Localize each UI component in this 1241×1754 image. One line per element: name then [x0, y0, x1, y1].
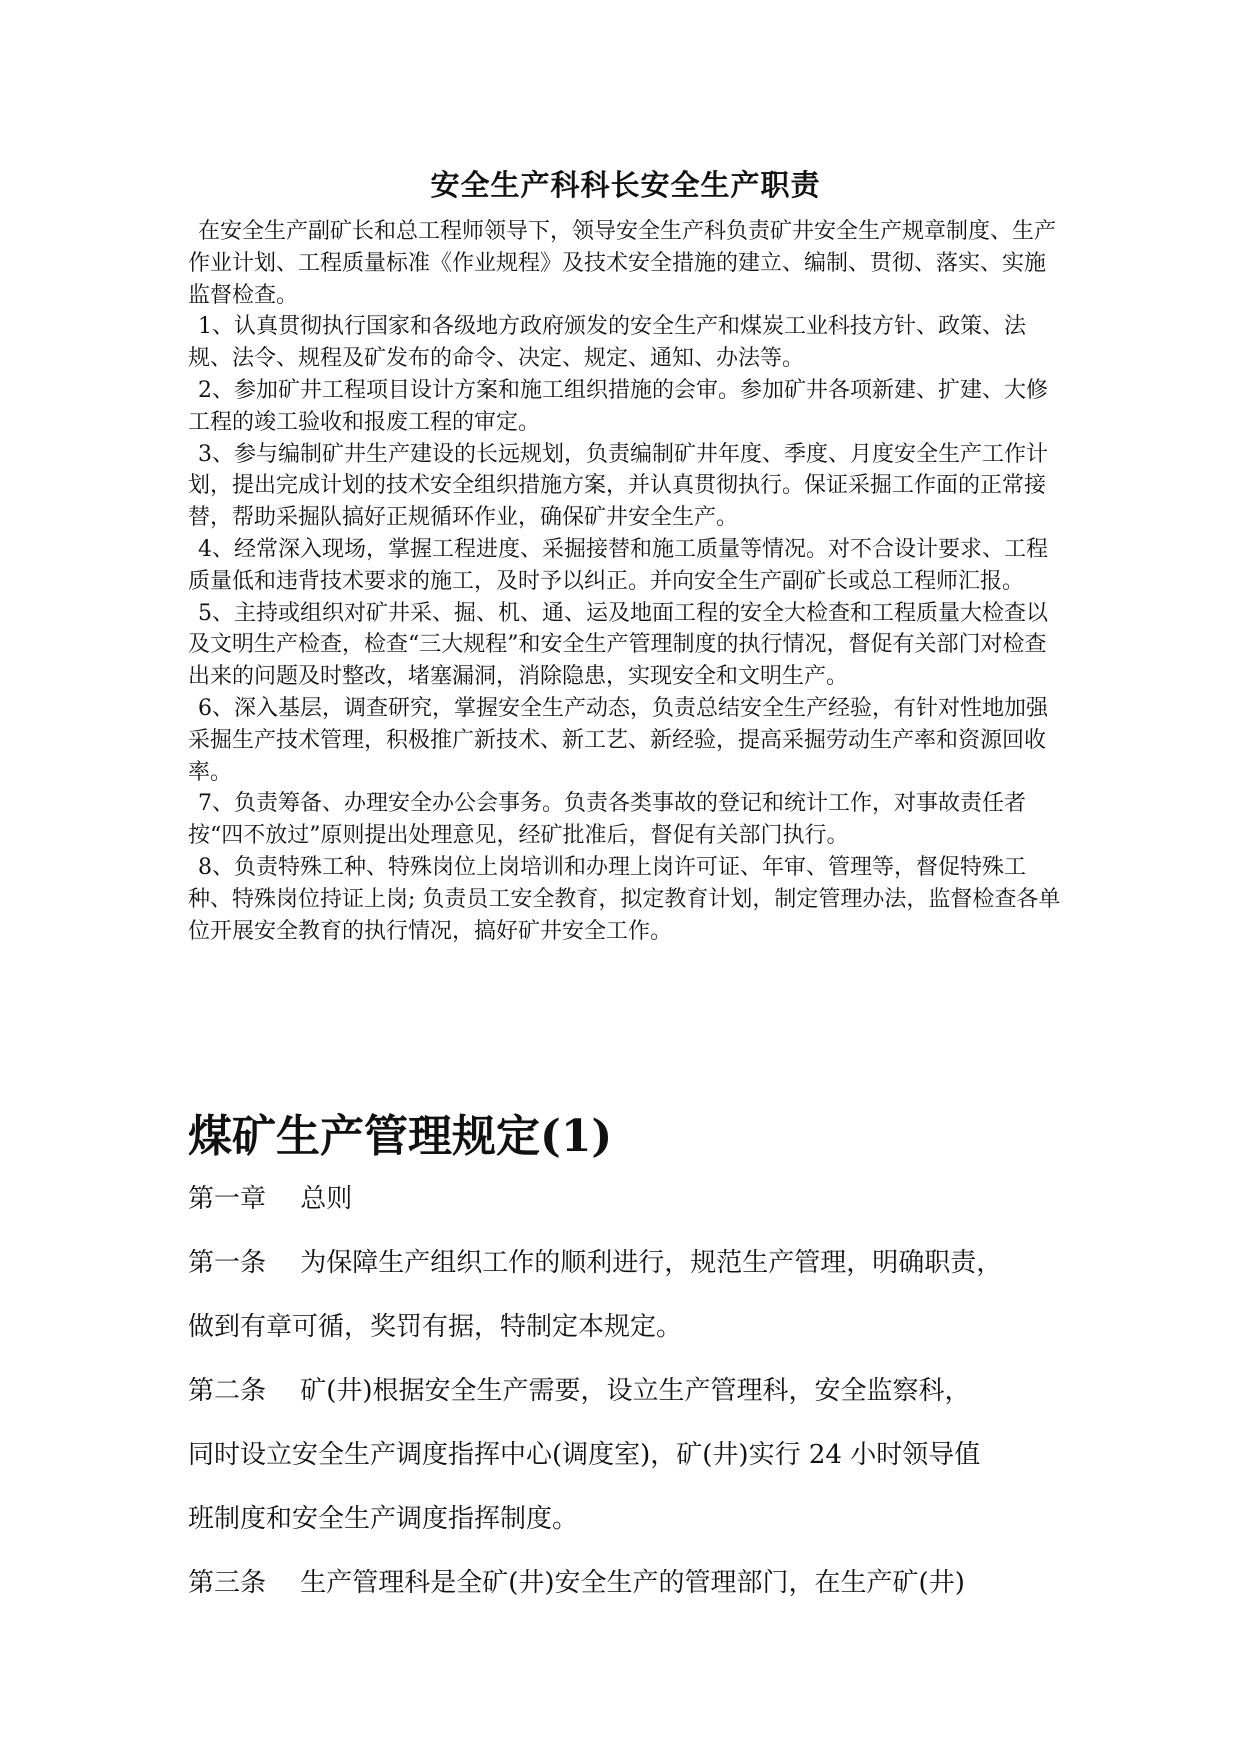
duty-item-7: 7、负责筹备、办理安全办公会事务。负责各类事故的登记和统计工作，对事故责任者按“四不放过”原则提出处理意见，经矿批准后，督促有关部门执行。 [188, 791, 1026, 849]
duty-item-8: 8、负责特殊工种、特殊岗位上岗培训和办理上岗许可证、年审、管理等，督促特殊工种、特殊岗位持证上岗; 负责员工安全教育，拟定教育计划，制定管理办法，监督检查各单位开展安全教育的执行情况，搞好矿井安全工作。 [188, 854, 1061, 944]
duty-item-1: 1、认真贯彻执行国家和各级地方政府颁发的安全生产和煤炭工业科技方针、政策、法规、法令、规程及矿发布的命令、决定、规定、通知、办法等。 [188, 314, 1026, 372]
chapter-heading: 第一章 总则 [188, 1184, 353, 1214]
duty-item-4: 4、经常深入现场，掌握工程进度、采掘接替和施工质量等情况。对不合设计要求、工程质量低和违背技术要求的施工，及时予以纠正。并向安全生产副矿长或总工程师汇报。 [188, 536, 1048, 594]
article-line: 班制度和安全生产调度指挥制度。 [188, 1504, 579, 1534]
article-line: 第二条 矿(井)根据安全生产需要，设立生产管理科，安全监察科， [188, 1376, 971, 1406]
article-line: 第三条 生产管理科是全矿(井)安全生产的管理部门，在生产矿(井) [188, 1568, 965, 1598]
regulation-body [188, 1167, 1063, 1615]
duty-item-3: 3、参与编制矿井生产建设的长远规划，负责编制矿井年度、季度、月度安全生产工作计划，提出完成计划的技术安全组织措施方案，并认真贯彻执行。保证采掘工作面的正常接替，帮助采掘队搞好正规循环作业，确保矿井安全生产。 [188, 441, 1048, 531]
article-line: 第一条 为保障生产组织工作的顺利进行，规范生产管理，明确职责， [188, 1248, 1003, 1278]
article-line: 做到有章可循，奖罚有据，特制定本规定。 [188, 1312, 683, 1342]
intro-paragraph: 在安全生产副矿长和总工程师领导下，领导安全生产科负责矿井安全生产规章制度、生产作业计划、工程质量标准《作业规程》及技术安全措施的建立、编制、贯彻、落实、实施监督检查。 [188, 219, 1057, 308]
duty-item-6: 6、深入基层，调查研究，掌握安全生产动态，负责总结安全生产经验，有针对性地加强采掘生产技术管理，积极推广新技术、新工艺、新经验，提高采掘劳动生产率和资源回收率。 [188, 695, 1048, 785]
responsibilities-body [188, 216, 1063, 947]
article-line: 同时设立安全生产调度指挥中心(调度室)，矿(井)实行 24 小时领导值 [188, 1440, 981, 1470]
duty-item-5: 5、主持或组织对矿井采、掘、机、通、运及地面工程的安全大检查和工程质量大检查以及文明生产检查，检查“三大规程”和安全生产管理制度的执行情况，督促有关部门对检查出来的问题及时整改，堵塞漏洞，消除隐患，实现安全和文明生产。 [188, 600, 1048, 690]
document-title: 安全生产科科长安全生产职责 [430, 168, 821, 202]
duty-item-2: 2、参加矿井工程项目设计方案和施工组织措施的会审。参加矿井各项新建、扩建、大修工程的竣工验收和报废工程的审定。 [188, 377, 1048, 435]
section-heading: 煤矿生产管理规定(1) [188, 1111, 613, 1162]
